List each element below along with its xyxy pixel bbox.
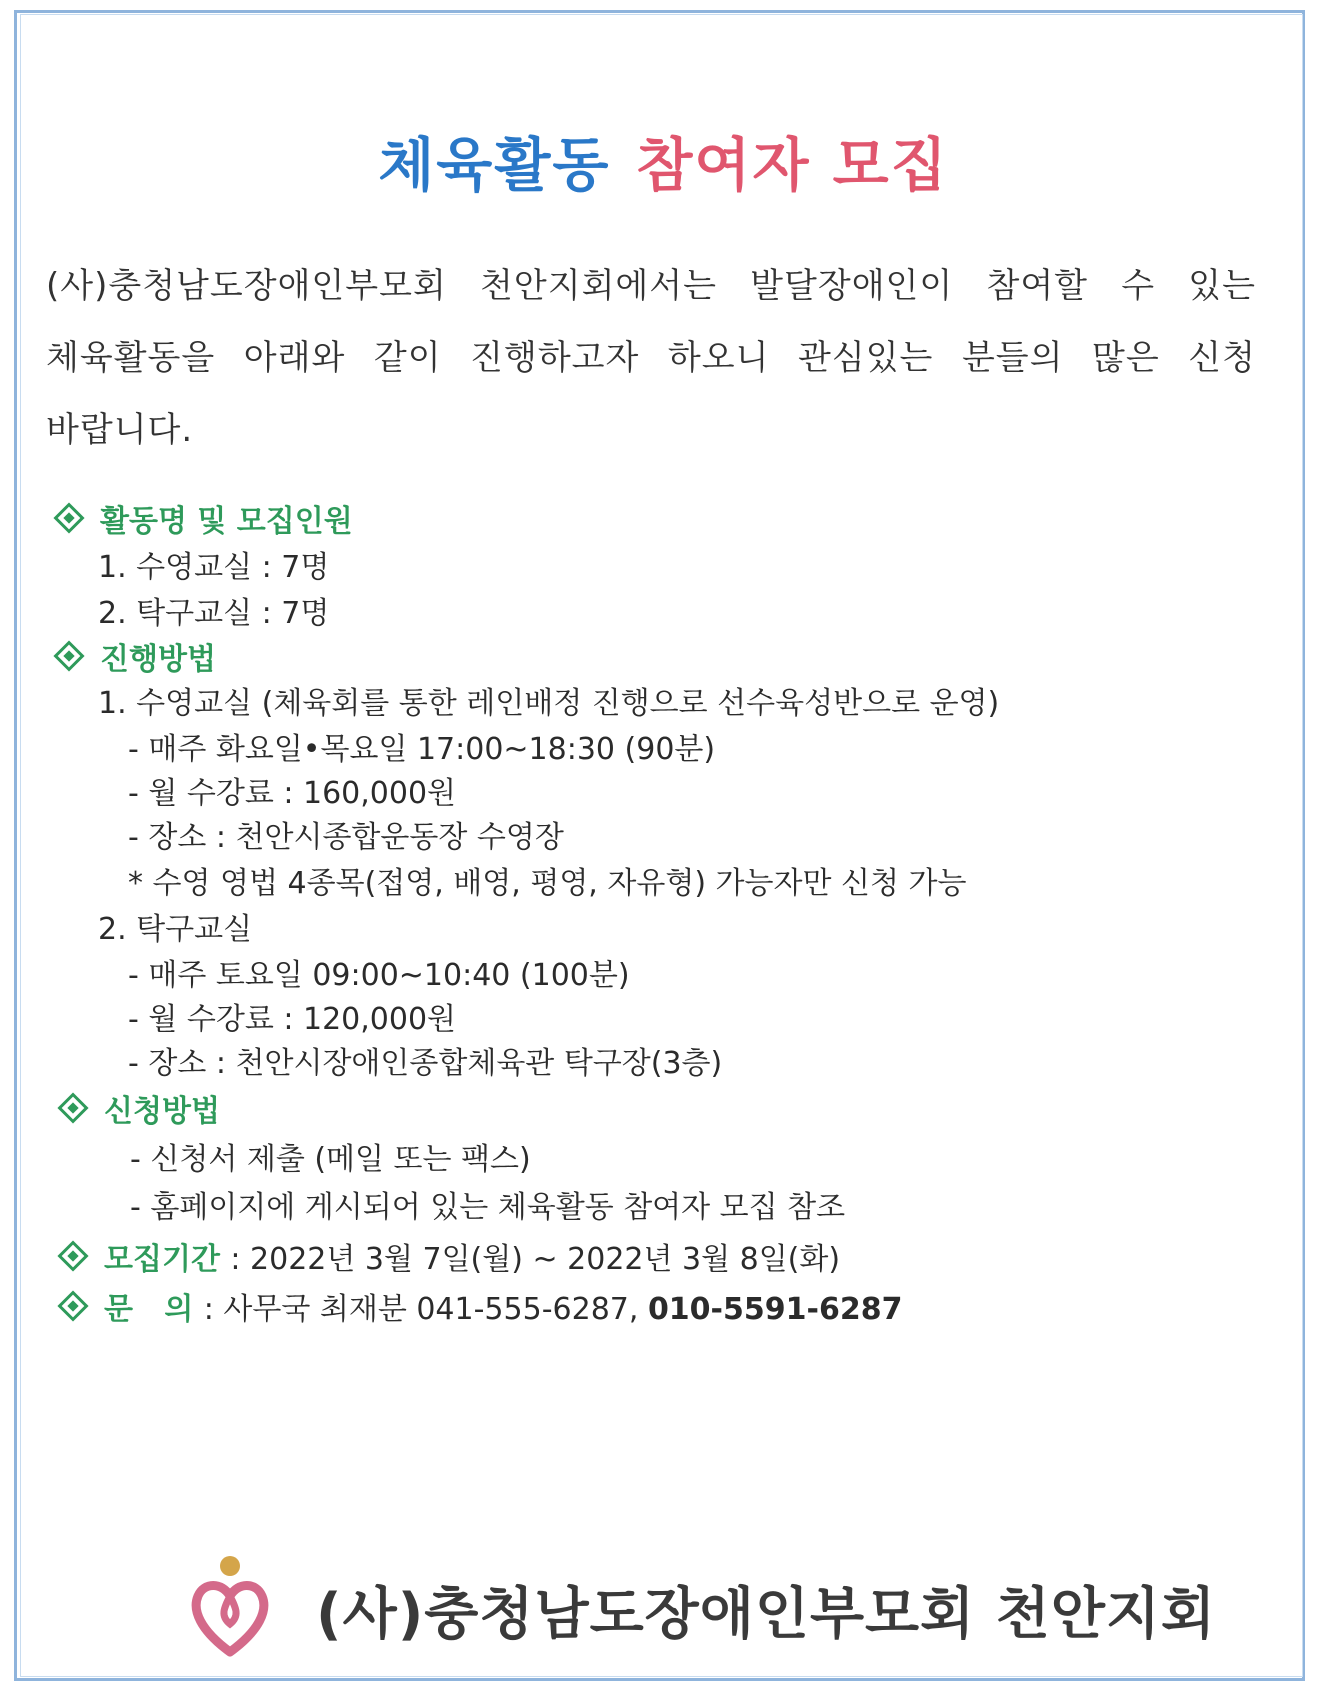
section-period — [62, 1234, 840, 1278]
swim-note: * 수영 영법 4종목(접영, 배영, 평영, 자유형) 가능자만 신청 가능 — [128, 866, 967, 901]
diamond-bullet-icon — [57, 1092, 88, 1123]
section-heading-method — [58, 634, 216, 678]
diamond-bullet-icon — [57, 1290, 88, 1321]
intro-paragraph: (사)충청남도장애인부모회 천안지회에서는 발달장애인이 참여할 수 있는 체육활동을 아래와 같이 진행하고자 하오니 관심있는 분들의 많은 신청 바랍니다. — [46, 266, 1256, 450]
activity-item: 1. 수영교실 : 7명 — [98, 550, 330, 585]
title-part-2: 참여자 모집 — [636, 131, 949, 199]
diamond-bullet-icon — [53, 640, 84, 671]
swim-class-title: 1. 수영교실 (체육회를 통한 레인배정 진행으로 선수육성반으로 운영) — [98, 686, 1000, 721]
footer-org-name: (사)충청남도장애인부모회 천안지회 — [316, 1582, 1217, 1647]
diamond-bullet-icon — [53, 502, 84, 533]
period-value: : 2022년 3월 7일(월) ~ 2022년 3월 8일(화) — [230, 1242, 841, 1277]
section-heading-text: 신청방법 — [104, 1094, 220, 1129]
section-heading-text: 활동명 및 모집인원 — [100, 504, 353, 539]
section-heading-text: 진행방법 — [100, 642, 216, 677]
contact-value: : 사무국 최재분 041-555-6287, — [203, 1292, 648, 1327]
swim-detail: - 월 수강료 : 160,000원 — [128, 776, 457, 811]
section-heading-text: 모집기간 — [104, 1242, 220, 1277]
apply-item: - 신청서 제출 (메일 또는 팩스) — [130, 1142, 531, 1177]
apply-item: - 홈페이지에 게시되어 있는 체육활동 참여자 모집 참조 — [130, 1190, 846, 1225]
pingpong-detail: - 장소 : 천안시장애인종합체육관 탁구장(3층) — [128, 1046, 723, 1081]
section-heading-activity — [58, 496, 353, 540]
pingpong-class-title: 2. 탁구교실 — [98, 912, 253, 947]
pingpong-detail: - 매주 토요일 09:00~10:40 (100분) — [128, 958, 630, 993]
section-heading-text: 문 의 — [104, 1292, 194, 1327]
section-heading-apply — [62, 1086, 220, 1130]
swim-detail: - 매주 화요일•목요일 17:00~18:30 (90분) — [128, 732, 716, 767]
pingpong-detail: - 월 수강료 : 120,000원 — [128, 1002, 457, 1037]
org-logo-icon — [190, 1552, 270, 1662]
swim-detail: - 장소 : 천안시종합운동장 수영장 — [128, 820, 564, 855]
section-contact — [62, 1284, 902, 1328]
page-title — [0, 118, 1327, 202]
diamond-bullet-icon — [57, 1240, 88, 1271]
title-part-1: 체육활동 — [378, 131, 611, 199]
activity-item: 2. 탁구교실 : 7명 — [98, 596, 330, 631]
contact-mobile: 010-5591-6287 — [647, 1292, 903, 1327]
